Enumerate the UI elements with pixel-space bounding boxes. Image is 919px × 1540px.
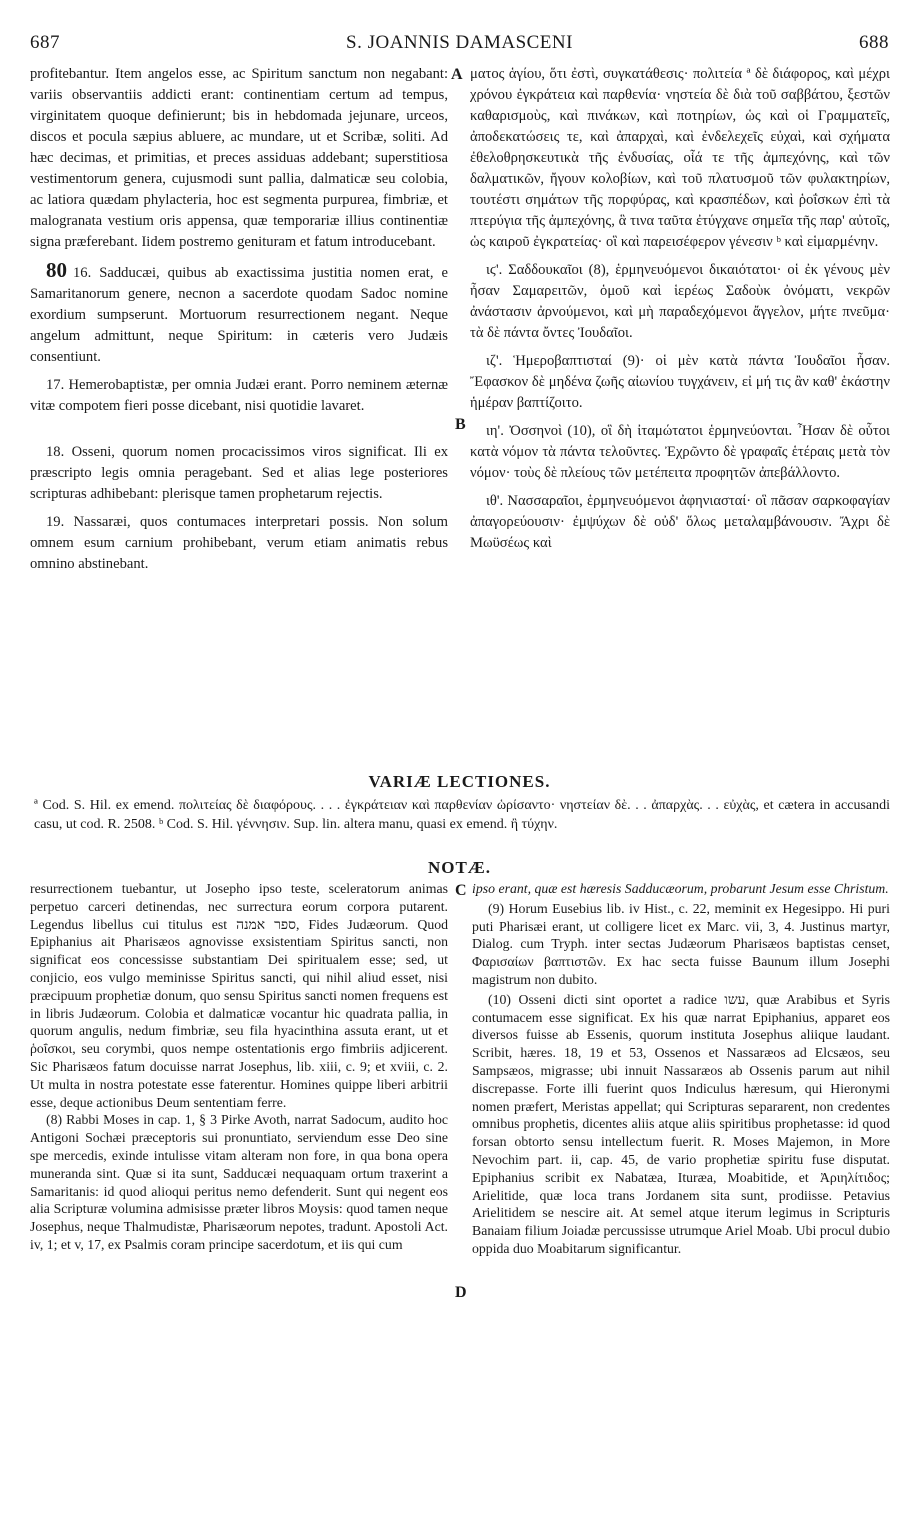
margin-marker-c: C: [455, 882, 467, 899]
page-header: [30, 32, 889, 62]
note-continuation-right: ipso erant, quæ est hæresis Sadducæorum, probarunt Jesum esse Christum.: [472, 881, 889, 896]
latin-paragraph-17: 17. Hemerobaptistæ, per omnia Judæi erant. Porro neminem æternæ vitæ compotem fieri posse dicebant, nisi quotidie lavaret.: [30, 377, 448, 414]
greek-paragraph-16: ιϛ'. Σαδδουκαῖοι (8), ἑρμηνευόμενοι δικαιότατοι· οἱ ἐκ γένους μὲν ἦσαν Σαμαρειτῶν, ὁμοῦ καὶ ἱερέως Σαδοὺκ ὀνόματι, νεκρῶν ἀνάστασιν ἀρνούμενοι, καὶ μὴ παραδεχόμενοι ἄγγελον, μήτε πνεῦμα· τὰ δὲ πάντα ὄντες Ἰουδαῖοι.: [470, 262, 890, 341]
notae-heading: NOTÆ.: [427, 858, 492, 877]
note-10: (10) Osseni dicti sint oportet a radice עשו, quæ Arabibus et Syris contumacem esse significat. Ex his quæ narrat Epiphanius, apparet eos diversos fuisse ab Essenis, quorum instituta Josephus aliique laudant. Scribit, hæres. 18, 19 et 53, Ossenos et Nassaræos ad Elcsæos, seu Sampsæos, migrasse; ubi innuit Nassaræos ab Ossenis parum aut nihil discrepasse. Forte illi fuerint quos Indiculus hæresum, qui Hieronymi nomen præfert, Meristas appellat; qui Scripturas separarent, non credentes omnibus prophetis, dicentes aliis atque aliis spiritibus prophetasse: id quod forsan obtorto sensu intellectum fuerit. R. Moses Majemon, in More Nevochim part. ii, cap. 45, de vario prophetiæ spiritu fuse disputat. Epiphanius scribit ex Nabatæa, Ituræa, Moabitide, et Ἀριηλίτιδος; Arielitide, quæ loca trans Jordanem sita sunt, prodiisse. Petavius Arielitidem se nescire ait. At semel atque iterum legimus in Scripturis Banaiam filium Joiadæ percussisse utrumque Ariel Moab. Ubi procul dubio oppida duo Moabitarum significantur.: [472, 991, 891, 1256]
latin-column: [30, 64, 448, 582]
latin-paragraph-16: [30, 260, 448, 368]
latin-paragraph-19: 19. Nassaræi, quos contumaces interpretari possis. Non solum omnem esum carnium prohibebant, verum etiam animatis rebus omnino abstinebant.: [30, 514, 448, 572]
latin-paragraph-18: 18. Osseni, quorum nomen procacissimos viros significat. Ili ex præscripto legis omnia peragebant. Sed et alias lege posteriores scripturas adhibebant: plerisque tamen prophetarum rejectis.: [30, 444, 448, 502]
note-8: (8) Rabbi Moses in cap. 1, § 3 Pirke Avoth, narrat Sadocum, audito hoc Antigoni Sochæi præceptoris sui pronuntiato, serviendum esse Deo sine spe mercedis, exinde intulisse vitam alteram non fore, in qua bona opera muneranda sint. Quæ si ita sunt, Sadducæi nequaquam ortum traxerint a Samaritanis: id quod alioqui peritus nemo defenderit. Sunt qui negent eos alia Scripturæ volumina admisisse præter libros Moysis: quod tamen neque Josephus, neque Thalmudistæ, Pharisæorum nepotes, tradunt. Apostoli Act. iv, 1; et v, 17, ex Psalmis coram principe sacerdotum, et iis qui cum: [30, 1112, 448, 1252]
latin-paragraph-16-text: 16. Sadducæi, quibus ab exactissima justitia nomen erat, e Samaritanorum genere, necnon a sacerdote quodam Sadoc nomine exordium sumpserunt. Mortuorum resurrectionem negant. Neque angelum admittunt, neque Spiritum: in cæteris vero Judæis consentiunt.: [30, 265, 448, 365]
greek-column: [470, 64, 890, 561]
note-9: (9) Horum Eusebius lib. iv Hist., c. 22, meminit ex Hegesippo. Hi puri puti Pharisæi erant, ut colligere licet ex Marc. vii, 3, 4. Justinus martyr, Dialog. cum Tryph. inter sectas Judæorum Pharisæos baptistas censet, Φαρισαίων βαπτιστῶν. Ex hac secta fuisse Baunum illum Josephi magistrum non dubito.: [472, 900, 890, 987]
greek-paragraph-18: ιη'. Ὀσσηνοὶ (10), οἳ δὴ ἰταμώτατοι ἑρμηνεύονται. Ἦσαν δὲ οὗτοι κατὰ νόμον τὰ πάντα τελοῦντες. Ἐχρῶντο δὲ γραφαῖς ἑτέραις μετὰ τὸν νόμον· τοὺς δὲ πλείους τῶν μετέπειτα προφητῶν ἀπεβάλλοντο.: [470, 423, 890, 481]
greek-paragraph-17: ιζ'. Ἡμεροβαπτισταί (9)· οἱ μὲν κατὰ πάντα Ἰουδαῖοι ἦσαν. Ἔφασκον δὲ μηδένα ζωῆς αἰωνίου τυγχάνειν, εἰ μή τις ἂν καθ' ἑκάστην ἡμέραν βαπτίζοιτο.: [470, 353, 890, 411]
variae-lectiones-heading: VARIÆ LECTIONES.: [368, 772, 551, 791]
variae-lectiones-text: ª Cod. S. Hil. ex emend. πολιτείας δὲ διαφόρους. . . . ἐγκράτειαν καὶ παρθενίαν ὡρίσαντο· νηστείαν δὲ. . . ἀπαρχὰς. . . εὐχὰς, et cætera in accusandi casu, ut cod. R. 2508. ᵇ Cod. S. Hil. γέννησιν. Sup. lin. altera manu, quasi ex emend. ἢ τύχην.: [34, 798, 890, 832]
column-number: 80: [46, 258, 67, 282]
page-number-left: 687: [30, 32, 60, 53]
latin-paragraph-intro: profitebantur. Item angelos esse, ac Spiritum sanctum non negabant: variis observantiis addicti erant: continentiam certum ad tempus, virginitatem quoque definierunt; bis in hebdomada jejunare, urceos, discos et pocula sæpius abluere, ac mundare, ut et Scribæ, soliti. Ad hæc decimas, et primitias, et preces assiduas addebant; superstitiosa vestimentorum genera, cujusmodi sunt pallia, dalmaticæ seu colobia, ac latiora quædam phylacteria, hoc est segmenta purpurea, fimbriæ, et malogranata vestium oris appensa, quæ temporariæ illius continentiæ signa præferebant. Iidem postremo genituram et fatum introducebant.: [30, 66, 448, 250]
greek-paragraph-19: ιθ'. Νασσαραῖοι, ἑρμηνευόμενοι ἀφηνιασταί· οἳ πᾶσαν σαρκοφαγίαν ἀπαγορεύουσιν· ἐμψύχων δὲ οὐδ' ὅλως μεταλαμβάνουσιν. Ἄχρι δὲ Μωϋσέως καὶ: [470, 493, 890, 551]
margin-marker-b: B: [455, 416, 466, 433]
page-number-right: 688: [859, 32, 889, 53]
margin-marker-a: A: [451, 66, 463, 83]
notes-left-column: [30, 880, 448, 1254]
notes-right-column: [472, 880, 890, 1260]
running-title: S. JOANNIS DAMASCENI: [346, 32, 573, 53]
note-continuation: resurrectionem tuebantur, ut Josepho ipso teste, sceleratorum animas perpetuo carceri detinendas, nec surrectura eorum corpora putarent. Legendus libellus cui titulus est ספר אמנה, Fides Judæorum. Quod Epiphanius ait Pharisæos agnovisse exsistentiam Spiritus sancti, non significat eos concessisse substantiam Dei spiritualem esse; sed, ut conjicio, eos vulgo meminisse Spiritus sancti, qui nihil aliud esset, nisi præcipuum prophetiæ donum, quo sensu Spiritus sancti nomen frequens est in libris Judæorum. Colobia et dalmaticæ vocantur hic quadrata pallia, in quorum angulis, nedum fimbriæ, seu fila hyacinthina assuta erant, ut et ῥοΐσκοι, seu corymbi, quos nempe ostentationis ergo fimbriis adjicerent. Sic Pharisæos fatum docuisse narrat Josephus, lib. xiii, c. 9; et xviii, c. 2. Ut multa in nostra potestate esse faterentur. Homines quippe liberi arbitrii esse, deque actionibus Deum sententiam ferre.: [30, 881, 449, 1110]
greek-paragraph-intro: ματος ἁγίου, ὅτι ἐστὶ, συγκατάθεσις· πολιτεία ª δὲ διάφορος, καὶ μέχρι χρόνου ἐγκράτεια καὶ παρθενία· νηστεία δὲ διὰ τοῦ σαββάτου, ξεστῶν καθαρισμοὺς, καὶ πινάκων, καὶ ποτηρίων, ὡς καὶ οἱ Γραμματεῖς, ἀποδεκατώσεις τε, καὶ ἀπαρχαὶ, καὶ ἐνδελεχεῖς εὐχαὶ, καὶ σχήματα ἐθελοθρησκευτικὰ τῆς ἐνδυσίας, οἷά τε τῆς ἀμπεχόνης, καὶ τῶν δαλματικῶν, ἤγουν κολοβίων, καὶ τοῦ πλατυσμοῦ τῶν φυλακτηρίων, τουτέστι σημάτων τῆς πορφύρας, καὶ κρασπέδων, καὶ ῥοΐσκων ἐπὶ τὰ πτερύγια τῆς ἀμπεχόνης, ἃ τινα ταῦτα ἐτύγχανε σημεῖα τῆς παρ' αὐτοῖς, ὡς καιροῦ ἐγκρατείας· οἳ καὶ παρεισέφερον γένεσιν ᵇ καὶ εἱμαρμένην.: [470, 66, 890, 250]
margin-marker-d: D: [455, 1284, 467, 1301]
